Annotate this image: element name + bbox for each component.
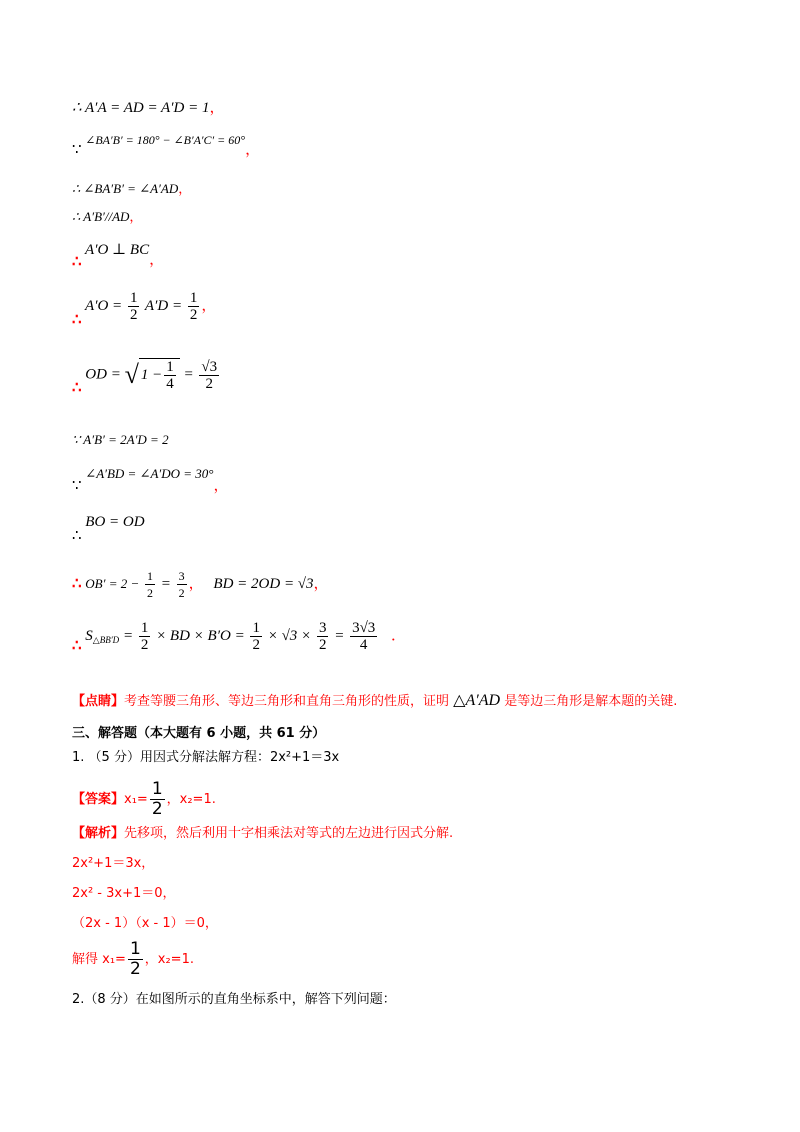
proof-line-2-text: ∠BA′B′ = 180° − ∠B′A′C′ = 60° xyxy=(85,133,246,147)
proof-line-3 xyxy=(72,178,191,197)
proof-line-4 xyxy=(72,206,142,225)
proof-line-12 xyxy=(72,620,406,653)
fraction xyxy=(164,359,176,392)
proof-line-7 xyxy=(72,358,221,397)
proof-line-5-text: A′O ⊥ BC xyxy=(85,242,150,258)
denominator: 2 xyxy=(318,637,327,653)
fraction xyxy=(188,290,200,323)
solution-pre: 解得 x₁= xyxy=(72,952,126,967)
fraction xyxy=(350,620,377,653)
because-symbol: ∵ xyxy=(72,478,82,494)
proof-line-2 xyxy=(72,128,261,158)
therefore-symbol: ∴ xyxy=(72,637,82,654)
denominator: 2 xyxy=(189,307,198,323)
proof-line-11-second: BD = 2OD = √3 xyxy=(213,575,314,592)
comment-line xyxy=(72,690,677,710)
comment-text-2: 是等边三角形是解本题的关键. xyxy=(500,694,678,709)
q1-stem: 1. （5 分）用因式分解法解方程：2x²+1＝3x xyxy=(72,750,340,765)
comment-tag: 【点睛】 xyxy=(72,694,125,709)
denominator: 2 xyxy=(129,307,138,323)
proof-line-7-left: OD = xyxy=(85,366,121,383)
radical-sign: √ xyxy=(124,360,139,389)
proof-line-12-mid: × BD × B′O = xyxy=(156,627,245,644)
comma: ， xyxy=(313,575,329,592)
numerator: 1 xyxy=(189,290,198,306)
proof-line-6 xyxy=(72,290,217,328)
proof-line-1-text: ∴ A′A = AD = A′D = 1 xyxy=(72,100,210,116)
denominator: 2 xyxy=(129,959,141,979)
numerator: 3 xyxy=(318,620,327,636)
q1-answer xyxy=(72,780,216,819)
numerator: 1 xyxy=(147,569,154,583)
numerator: 1 xyxy=(252,620,260,636)
proof-line-8 xyxy=(72,432,169,448)
numerator: 1 xyxy=(151,779,163,799)
equals: = xyxy=(183,366,194,383)
fraction xyxy=(128,940,143,979)
analysis-tag: 【解析】 xyxy=(72,826,125,841)
numerator: 1 xyxy=(129,290,138,306)
q1-step-3: （2x - 1）（x - 1）＝0， xyxy=(72,916,218,931)
proof-line-1 xyxy=(72,96,224,117)
comment-text-1: 考查等腰三角形、等边三角形和直角三角形的性质，证明 xyxy=(124,694,450,709)
proof-line-9 xyxy=(72,462,229,494)
radicand-term: 1 − xyxy=(140,366,163,383)
proof-line-11 xyxy=(72,568,329,601)
equals: = xyxy=(334,627,345,644)
denominator: 4 xyxy=(166,376,174,392)
proof-line-3-text: ∴ ∠BA′B′ = ∠A′AD xyxy=(72,181,179,196)
q1-step-4 xyxy=(72,940,194,979)
numerator: 3 xyxy=(178,569,185,583)
comma: ， xyxy=(201,297,217,314)
proof-line-6-left: A′O = xyxy=(85,297,123,314)
fraction xyxy=(150,780,165,819)
therefore-symbol: ∴ xyxy=(72,528,82,544)
proof-line-4-text: ∴ A′B′//AD xyxy=(72,209,130,224)
proof-line-6-mid: A′D = xyxy=(144,297,183,314)
equals: = xyxy=(122,627,134,644)
therefore-symbol: ∴ xyxy=(72,380,82,397)
denominator: 2 xyxy=(140,637,149,653)
because-symbol: ∵ xyxy=(72,142,82,158)
radicand xyxy=(139,358,180,392)
comment-math: △A′AD xyxy=(453,692,501,709)
answer-x1: x₁= xyxy=(124,792,148,807)
proof-line-10-text: BO = OD xyxy=(85,514,145,530)
proof-line-10 xyxy=(72,512,145,544)
fraction xyxy=(250,620,262,653)
q1-step-2: 2x² - 3x+1＝0， xyxy=(72,886,176,901)
q1-analysis xyxy=(72,822,453,841)
denominator: 2 xyxy=(151,799,163,819)
comma: ， xyxy=(129,209,143,224)
section-title: 三、解答题（本大题有 6 小题，共 61 分） xyxy=(72,726,326,741)
comma: ， xyxy=(178,181,192,196)
denominator: 2 xyxy=(205,375,213,392)
numerator: 3√3 xyxy=(352,620,376,636)
area-subscript: △BB′D xyxy=(92,634,120,645)
comma: ， xyxy=(188,575,204,592)
proof-line-9-text: ∠A′BD = ∠A′DO = 30° xyxy=(85,466,214,481)
answer-tag: 【答案】 xyxy=(72,792,125,807)
therefore-symbol: ∴ xyxy=(72,575,82,592)
fraction xyxy=(199,359,219,392)
fraction xyxy=(128,290,140,323)
denominator: 2 xyxy=(252,637,260,653)
numerator: √3 xyxy=(201,358,218,375)
solution-post: ，x₂=1. xyxy=(144,952,194,967)
q1-step-1: 2x²+1＝3x， xyxy=(72,856,155,871)
fraction xyxy=(139,620,151,653)
comma: ， xyxy=(245,142,261,158)
denominator: 4 xyxy=(359,637,368,653)
fraction xyxy=(177,568,187,601)
denominator: 2 xyxy=(147,586,154,600)
q2-stem: 2.（8 分）在如图所示的直角坐标系中，解答下列问题： xyxy=(72,992,396,1007)
denominator: 2 xyxy=(178,586,185,600)
area-symbol: S xyxy=(85,627,93,644)
fraction xyxy=(317,620,329,653)
analysis-text: 先移项，然后利用十字相乘法对等式的左边进行因式分解. xyxy=(124,826,454,841)
numerator: 1 xyxy=(129,939,141,959)
fraction xyxy=(145,568,155,601)
equals: = xyxy=(160,575,171,592)
numerator: 1 xyxy=(166,359,174,375)
comma: ， xyxy=(209,100,225,116)
therefore-symbol: ∴ xyxy=(72,254,82,270)
proof-line-8-text: ∵ A′B′ = 2A′D = 2 xyxy=(72,432,169,447)
proof-line-12-mid2: × √3 × xyxy=(267,627,312,644)
comma: ， xyxy=(149,252,165,268)
proof-line-5 xyxy=(72,238,165,270)
therefore-symbol: ∴ xyxy=(72,311,82,328)
numerator: 1 xyxy=(140,620,149,636)
answer-x2: ，x₂=1. xyxy=(166,792,216,807)
period: ． xyxy=(391,627,407,644)
proof-line-11-left: OB′ = 2 − xyxy=(85,575,140,591)
comma: ， xyxy=(213,478,229,494)
